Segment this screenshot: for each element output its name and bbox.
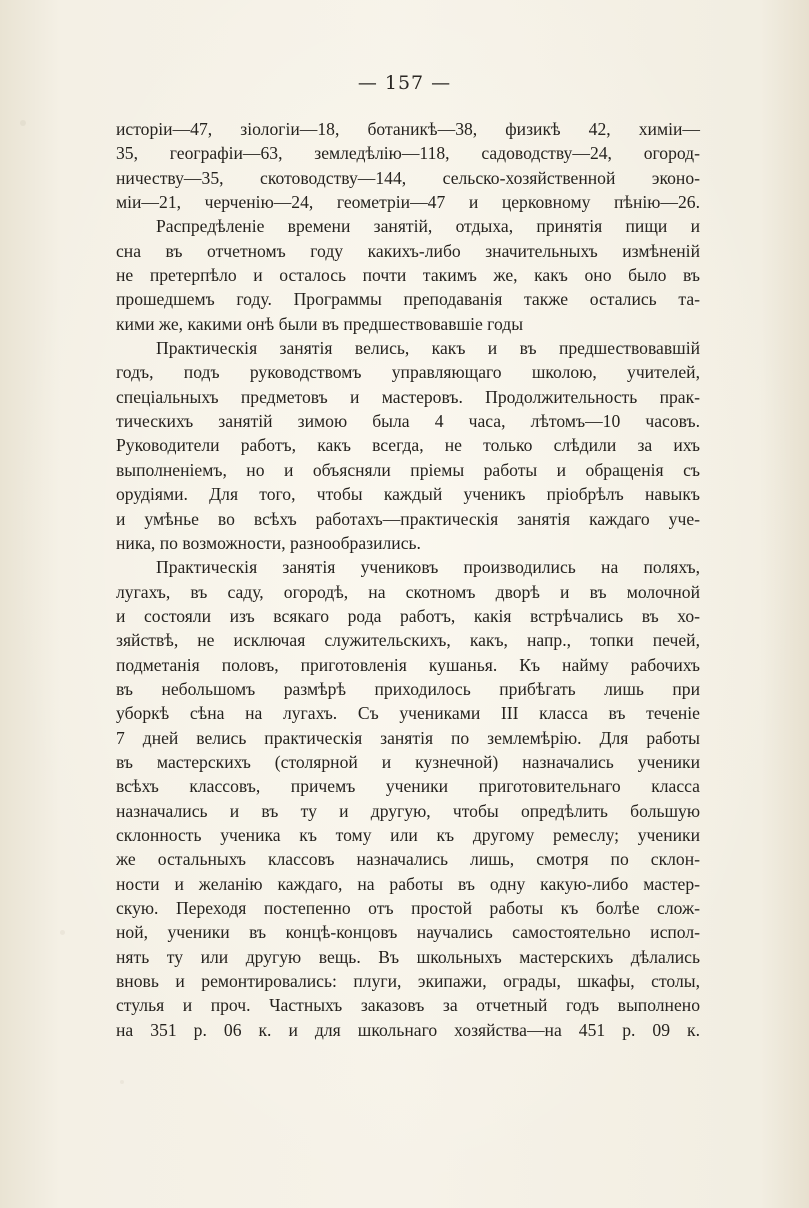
text-line: Практическія занятія учениковъ производились на поляхъ, [156, 557, 700, 578]
text-line: ника, по возможности, разнообразились. [116, 532, 421, 553]
text-line: назначались и въ ту и другую, чтобы опредѣлить большую [116, 800, 700, 821]
body-text [116, 117, 700, 1042]
text-line: Распредѣленіе времени занятій, отдыха, принятія пищи и [156, 216, 700, 237]
text-line: спеціальныхъ предметовъ и мастеровъ. Продолжительность прак- [116, 386, 700, 407]
text-line: не претерпѣло и осталось почти такимъ же, какъ оно было въ [116, 265, 700, 286]
page-number: — 157 — [357, 72, 452, 94]
text-line: вновь и ремонтировались: плуги, экипажи, ограды, шкафы, столы, [116, 971, 700, 992]
text-line: выполненіемъ, но и объясняли пріемы работы и обращенія съ [116, 459, 700, 480]
text-line: уборкѣ сѣна на лугахъ. Съ учениками III класса въ теченіе [116, 703, 700, 724]
text-line: ности и желанію каждаго, на работы въ одну какую-либо мастер- [116, 873, 700, 894]
text-line: подметанія половъ, приготовленія кушанья. Къ найму рабочихъ [116, 654, 700, 675]
text-line: кими же, какими онѣ были въ предшествовавшіе годы [116, 313, 524, 334]
text-line: нять ту или другую вещь. Въ школьныхъ мастерскихъ дѣлались [116, 946, 700, 967]
paper-stain [60, 930, 65, 935]
text-line: исторіи—47, зіологіи—18, ботаникѣ—38, физикѣ 42, химіи— [116, 119, 700, 139]
text-line: Руководители работъ, какъ всегда, не только слѣдили за ихъ [116, 435, 700, 456]
text-line: въ небольшомъ размѣрѣ приходилось прибѣгать лишь при [116, 678, 700, 699]
text-line: сна въ отчетномъ году какихъ-либо значительныхъ измѣненій [116, 240, 700, 261]
text-line: орудіями. Для того, чтобы каждый ученикъ пріобрѣлъ навыкъ [116, 484, 700, 505]
text-line: и умѣнье во всѣхъ работахъ—практическія занятія каждаго уче- [116, 508, 700, 529]
text-line: міи—21, черченію—24, геометріи—47 и церковному пѣнію—26. [116, 192, 700, 213]
text-line: склонность ученика къ тому или къ другому ремеслу; ученики [116, 824, 700, 845]
text-line: 7 дней велись практическія занятія по землемѣрію. Для работы [116, 727, 700, 748]
text-line: въ мастерскихъ (столярной и кузнечной) назначались ученики [116, 751, 700, 772]
text-line: Практическія занятія велись, какъ и въ предшествовавшій [156, 338, 700, 359]
text-line: 35, географіи—63, земледѣлію—118, садоводству—24, огород- [116, 143, 700, 164]
paper-stain [20, 120, 26, 126]
text-line: ничеству—35, скотоводству—144, сельско-хозяйственной эконо- [116, 167, 700, 188]
text-line: ной, ученики въ концѣ-концовъ научались самостоятельно испол- [116, 922, 700, 943]
text-line: тическихъ занятій зимою была 4 часа, лѣтомъ—10 часовъ. [116, 411, 700, 432]
text-line: зяйствѣ, не исключая служительскихъ, какъ, напр., топки печей, [116, 630, 700, 651]
text-line: же остальныхъ классовъ назначались лишь, смотря по склон- [116, 849, 700, 870]
text-line: годъ, подъ руководствомъ управляющаго школою, учителей, [116, 362, 700, 383]
text-line: стулья и проч. Частныхъ заказовъ за отчетный годъ выполнено [116, 995, 700, 1016]
text-line: и состояли изъ всякаго рода работъ, какія встрѣчались въ хо- [116, 605, 700, 626]
text-line: всѣхъ классовъ, причемъ ученики приготовительнаго класса [116, 776, 700, 797]
text-line: лугахъ, въ саду, огородѣ, на скотномъ дворѣ и въ молочной [116, 581, 700, 602]
paper-stain [120, 1080, 124, 1084]
text-line: на 351 р. 06 к. и для школьнаго хозяйства—на 451 р. 09 к. [116, 1019, 700, 1040]
text-line: прошедшемъ году. Программы преподаванія также остались та- [116, 289, 700, 310]
text-line: скую. Переходя постепенно отъ простой работы къ болѣе слож- [116, 898, 700, 918]
